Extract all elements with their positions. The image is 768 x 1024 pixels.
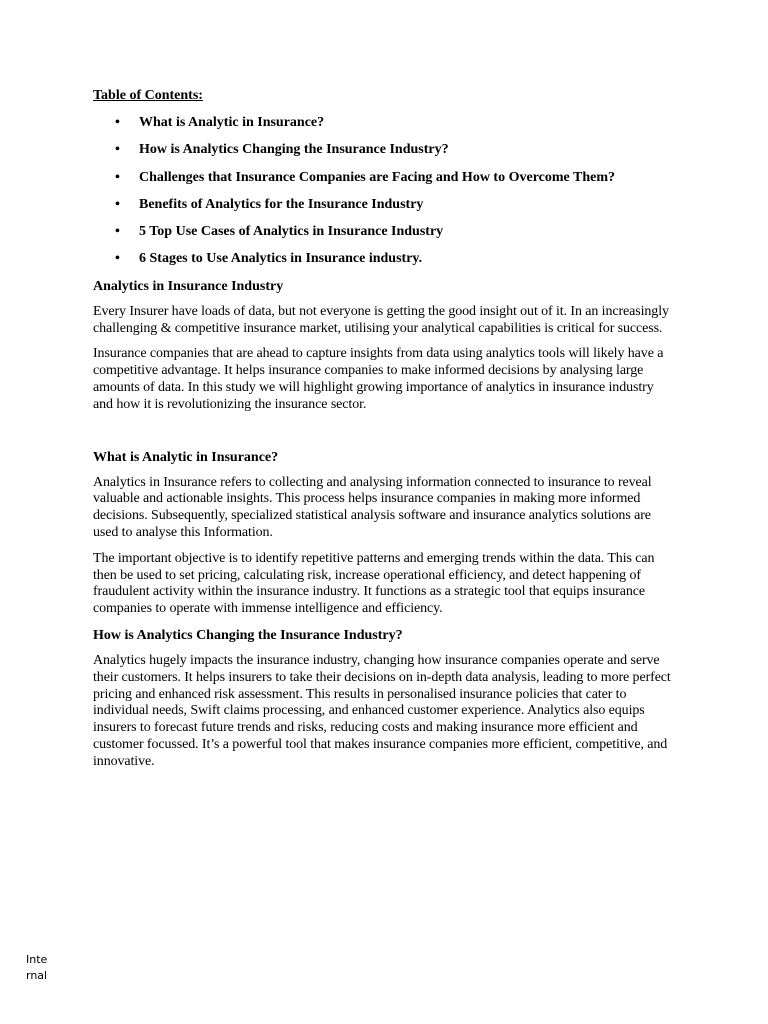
bullet-icon: • bbox=[115, 224, 120, 240]
toc-title: Table of Contents: bbox=[93, 88, 203, 103]
paragraph: The important objective is to identify repetitive patterns and emerging trends within the data. This can then be used to set pricing, calculating risk, increase operational efficiency, and detect happening of fraudulent activity within the insurance industry. It functions as a strategic tool that equips insurance companies to operate with immense intelligence and efficiency. bbox=[93, 550, 655, 617]
bullet-icon: • bbox=[115, 196, 120, 212]
toc-item-label: 6 Stages to Use Analytics in Insurance industry. bbox=[139, 251, 423, 267]
bullet-icon: • bbox=[115, 251, 120, 267]
paragraph: Analytics in Insurance refers to collecting and analysing information connected to insurance to reveal valuable and actionable insights. This process helps insurance companies in making more informed decisions. Subsequently, specialized statistical analysis software and insurance analytics solutions are used to analyse this Information. bbox=[93, 474, 652, 540]
bullet-icon: • bbox=[115, 115, 120, 130]
toc-item-label: How is Analytics Changing the Insurance Industry? bbox=[139, 142, 449, 158]
toc-item bbox=[93, 223, 675, 240]
toc-list bbox=[93, 114, 675, 267]
toc-item bbox=[93, 169, 675, 186]
paragraph: Analytics hugely impacts the insurance industry, changing how insurance companies operate and serve their customers. It helps insurers to take their decisions on in-depth data analysis, leading to more perfect pricing and enhanced risk assessment. This results in personalised insurance policies that cater to individual needs, Swift claims processing, and enhanced customer experience. Analytics also equips insurers to forecast future trends and risks, reducing costs and making insurance more efficient and customer focussed. It’s a powerful tool that makes insurance companies more efficient, competitive, and innovative. bbox=[93, 652, 671, 769]
section-heading-intro: Analytics in Insurance Industry bbox=[93, 278, 284, 294]
section-spacer bbox=[93, 423, 675, 449]
toc-item-label: Challenges that Insurance Companies are Facing and How to Overcome Them? bbox=[139, 169, 615, 185]
document-body bbox=[93, 87, 675, 780]
toc-item bbox=[93, 114, 675, 131]
bullet-icon: • bbox=[115, 142, 120, 158]
toc-item-label: 5 Top Use Cases of Analytics in Insurance Industry bbox=[139, 224, 444, 240]
classification-label: Internal bbox=[26, 953, 48, 982]
paragraph: Every Insurer have loads of data, but not everyone is getting the good insight out of it. In an increasingly challenging & competitive insurance market, utilising your analytical capabilities is critical for success. bbox=[93, 303, 669, 336]
toc-item bbox=[93, 196, 675, 213]
bullet-icon: • bbox=[115, 169, 120, 185]
section-heading-how-changing: How is Analytics Changing the Insurance Industry? bbox=[93, 627, 403, 643]
toc-item-label: What is Analytic in Insurance? bbox=[139, 115, 325, 130]
toc-item-label: Benefits of Analytics for the Insurance Industry bbox=[139, 196, 424, 212]
section-heading-what-is: What is Analytic in Insurance? bbox=[93, 449, 279, 465]
toc-item bbox=[93, 141, 675, 158]
toc-item bbox=[93, 250, 675, 267]
paragraph: Insurance companies that are ahead to capture insights from data using analytics tools will likely have a competitive advantage. It helps insurance companies to make informed decisions by analysing large amounts of data. In this study we will highlight growing importance of analytics in insurance industry and how it is revolutionizing the insurance sector. bbox=[93, 346, 664, 412]
